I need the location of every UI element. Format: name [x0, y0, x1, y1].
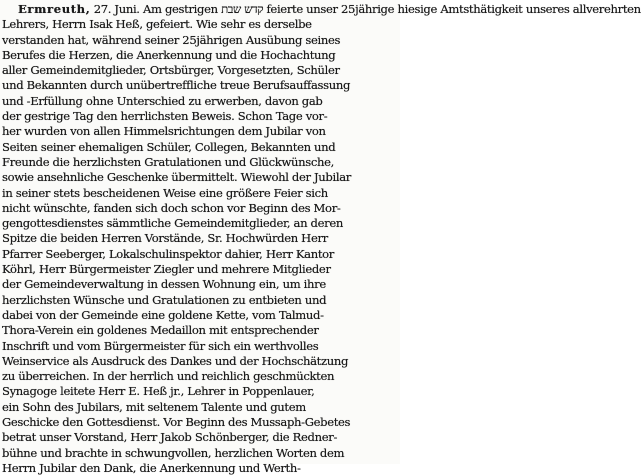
article-line-26: Synagoge leitete Herr E. Heß jr., Lehrer in Poppenlauer, — [2, 384, 315, 399]
article-line-14: nicht wünschte, fanden sich doch schon vor Beginn des Mor- — [2, 200, 341, 215]
article-line-7: und -Erfüllung ohne Unterschied zu erwerben, davon gab — [2, 93, 323, 108]
article-line-29: betrat unser Vorstand, Herr Jakob Schönberger, die Redner- — [2, 430, 338, 445]
article-line-18: Köhrl, Herr Bürgermeister Ziegler und mehrere Mitglieder — [2, 262, 331, 277]
article-line-13: in seiner stets bescheidenen Weise eine größere Feier sich — [2, 185, 328, 200]
article-line-20: herzlichsten Wünsche und Gratulationen zu entbieten und — [2, 292, 327, 307]
article-line-17: Pfarrer Seeberger, Lokalschulinspektor dahier, Herr Kantor — [2, 246, 334, 261]
article-line-1 — [2, 2, 641, 17]
article-line-23: Inschrift und vom Bürgermeister für sich ein werthvolles — [2, 338, 319, 353]
article-text — [2, 2, 641, 475]
article-line-5: aller Gemeindemitglieder, Ortsbürger, Vorgesetzten, Schüler — [2, 63, 340, 78]
article-line-24: Weinservice als Ausdruck des Dankes und der Hochschätzung — [2, 353, 349, 368]
article-line-28: Geschicke den Gottesdienst. Vor Beginn des Mussaph-Gebetes — [2, 415, 351, 430]
article-line-6: und Bekannten durch unübertreffliche treue Berufsauffassung — [2, 78, 351, 93]
article-line-12: sowie ansehnliche Geschenke übermittelt. Wiewohl der Jubilar — [2, 170, 351, 185]
dateline: Ermreuth, — [18, 2, 91, 16]
article-line-30: bühne und brachte in schwungvollen, herzlichen Worten dem — [2, 445, 345, 460]
article-line-22: Thora-Verein ein goldenes Medaillon mit entsprechender — [2, 323, 319, 338]
article-line-21: dabei von der Gemeinde eine goldene Kette, vom Talmud- — [2, 307, 324, 322]
article-line-3: verstanden hat, während seiner 25jährigen Ausübung seines — [2, 32, 341, 47]
article-line-4: Berufes die Herzen, die Anerkennung und die Hochachtung — [2, 47, 336, 62]
article-line-19: der Gemeindeverwaltung in dessen Wohnung ein, um ihre — [2, 277, 326, 292]
article-line-2: Lehrers, Herrn Isak Heß, gefeiert. Wie sehr es derselbe — [2, 17, 312, 32]
article-line-1-text: 27. Juni. Am gestrigen קדש שבת feierte unser 25jährige hiesige Amtsthätigkeit unseres allverehrten — [90, 2, 641, 16]
article-line-8: der gestrige Tag den herrlichsten Beweis. Schon Tage vor- — [2, 109, 328, 124]
article-line-25: zu überreichen. In der herrlich und reichlich geschmückten — [2, 369, 335, 384]
article-line-16: Spitze die beiden Herren Vorstände, Sr. Hochwürden Herr — [2, 231, 328, 246]
article-line-10: Seiten seiner ehemaligen Schüler, Collegen, Bekannten und — [2, 139, 336, 154]
article-line-31: Herrn Jubilar den Dank, die Anerkennung und Werth- — [2, 460, 301, 475]
article-line-15: gengottesdienstes sämmtliche Gemeindemitglieder, an deren — [2, 216, 343, 231]
article-line-9: her wurden von allen Himmelsrichtungen dem Jubilar von — [2, 124, 326, 139]
article-line-11: Freunde die herzlichsten Gratulationen und Glückwünsche, — [2, 154, 335, 169]
article-line-27: ein Sohn des Jubilars, mit seltenem Talente und gutem — [2, 399, 306, 414]
